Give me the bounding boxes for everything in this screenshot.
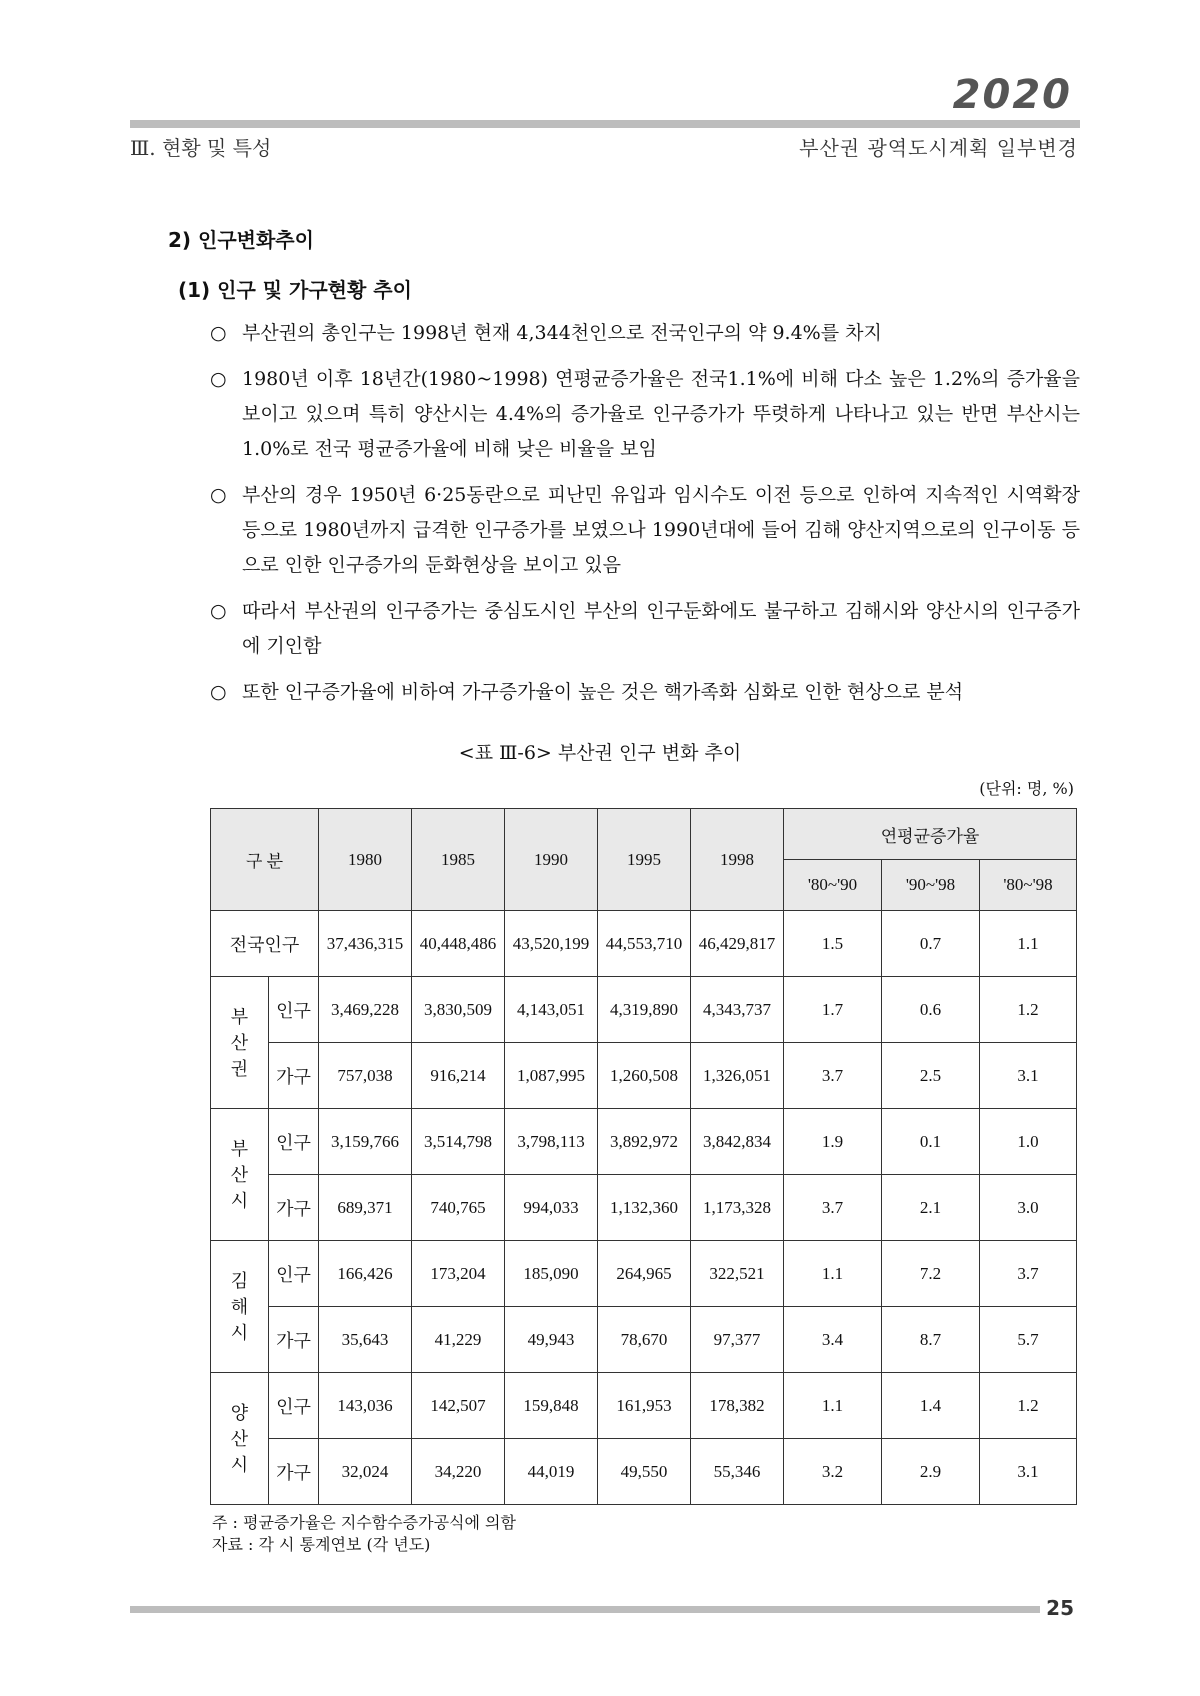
data-cell: 4,343,737 bbox=[691, 977, 784, 1043]
data-cell: 3.7 bbox=[980, 1241, 1077, 1307]
data-cell: 159,848 bbox=[505, 1373, 598, 1439]
table-row bbox=[211, 911, 1077, 977]
bullet-text: 또한 인구증가율에 비하여 가구증가율이 높은 것은 핵가족화 심화로 인한 현상으로 분석 bbox=[242, 681, 964, 703]
data-cell: 44,019 bbox=[505, 1439, 598, 1505]
table-row bbox=[211, 1175, 1077, 1241]
data-cell: 173,204 bbox=[412, 1241, 505, 1307]
data-cell: 7.2 bbox=[882, 1241, 980, 1307]
bullet-marker: ○ bbox=[210, 600, 227, 622]
bullet-text: 따라서 부산권의 인구증가는 중심도시인 부산의 인구둔화에도 불구하고 김해시와 양산시의 인구증가에 기인함 bbox=[242, 600, 1080, 657]
row-label: 가구 bbox=[269, 1307, 319, 1373]
row-label: 인구 bbox=[269, 1373, 319, 1439]
data-cell: 4,319,890 bbox=[598, 977, 691, 1043]
data-cell: 1.1 bbox=[980, 911, 1077, 977]
bullet-item bbox=[210, 316, 1080, 351]
data-cell: 3.7 bbox=[784, 1175, 882, 1241]
data-cell: 3,159,766 bbox=[319, 1109, 412, 1175]
data-cell: 1.1 bbox=[784, 1373, 882, 1439]
subsection-title: (1) 인구 및 가구현황 추이 bbox=[178, 278, 412, 302]
data-cell: 8.7 bbox=[882, 1307, 980, 1373]
row-label: 가구 bbox=[269, 1175, 319, 1241]
note-line: 자료 : 각 시 통계연보 (각 년도) bbox=[212, 1535, 431, 1554]
data-cell: 32,024 bbox=[319, 1439, 412, 1505]
data-cell: 2.9 bbox=[882, 1439, 980, 1505]
data-cell: 1.9 bbox=[784, 1109, 882, 1175]
table-row bbox=[211, 1439, 1077, 1505]
data-cell: 740,765 bbox=[412, 1175, 505, 1241]
data-cell: 1.0 bbox=[980, 1109, 1077, 1175]
table-row bbox=[211, 977, 1077, 1043]
data-cell: 0.6 bbox=[882, 977, 980, 1043]
header-rate-group: 연평균증가율 bbox=[784, 809, 1077, 860]
bullet-item bbox=[210, 594, 1080, 664]
table-row bbox=[211, 1043, 1077, 1109]
data-cell: 2.1 bbox=[882, 1175, 980, 1241]
data-cell: 178,382 bbox=[691, 1373, 784, 1439]
table-title: <표 Ⅲ-6> 부산권 인구 변화 추이 bbox=[458, 742, 742, 764]
data-cell: 994,033 bbox=[505, 1175, 598, 1241]
data-cell: 3.7 bbox=[784, 1043, 882, 1109]
table-row bbox=[211, 1109, 1077, 1175]
data-cell: 49,943 bbox=[505, 1307, 598, 1373]
table-row bbox=[211, 1373, 1077, 1439]
header-division: 구 분 bbox=[211, 809, 319, 911]
table-unit: (단위: 명, %) bbox=[979, 779, 1074, 798]
header-rate-period: '80~'90 bbox=[784, 860, 882, 911]
data-cell: 689,371 bbox=[319, 1175, 412, 1241]
data-cell: 34,220 bbox=[412, 1439, 505, 1505]
section-title: 2) 인구변화추이 bbox=[168, 228, 314, 252]
bullet-marker: ○ bbox=[210, 368, 227, 390]
chapter-title: Ⅲ. 현황 및 특성 bbox=[130, 136, 272, 160]
data-cell: 43,520,199 bbox=[505, 911, 598, 977]
data-cell: 3.0 bbox=[980, 1175, 1077, 1241]
data-cell: 0.1 bbox=[882, 1109, 980, 1175]
bullet-item bbox=[210, 675, 1080, 710]
header-rule bbox=[130, 120, 1080, 128]
header-year: 1980 bbox=[319, 809, 412, 911]
bullet-list bbox=[210, 316, 1080, 721]
data-cell: 44,553,710 bbox=[598, 911, 691, 977]
data-cell: 35,643 bbox=[319, 1307, 412, 1373]
bullet-marker: ○ bbox=[210, 322, 227, 344]
row-label: 가구 bbox=[269, 1439, 319, 1505]
bullet-marker: ○ bbox=[210, 681, 227, 703]
document-year: 2020 bbox=[952, 72, 1072, 118]
data-cell: 161,953 bbox=[598, 1373, 691, 1439]
page-number: 25 bbox=[1046, 1596, 1074, 1620]
footer-rule bbox=[130, 1606, 1040, 1613]
row-label: 인구 bbox=[269, 1241, 319, 1307]
data-cell: 2.5 bbox=[882, 1043, 980, 1109]
data-cell: 1.2 bbox=[980, 977, 1077, 1043]
data-cell: 1,087,995 bbox=[505, 1043, 598, 1109]
row-label: 인구 bbox=[269, 1109, 319, 1175]
group-label: 부 산 시 bbox=[211, 1109, 269, 1241]
header-year: 1990 bbox=[505, 809, 598, 911]
data-cell: 142,507 bbox=[412, 1373, 505, 1439]
bullet-text: 부산권의 총인구는 1998년 현재 4,344천인으로 전국인구의 약 9.4%를 차지 bbox=[242, 322, 882, 344]
data-cell: 37,436,315 bbox=[319, 911, 412, 977]
row-label: 인구 bbox=[269, 977, 319, 1043]
table-row bbox=[211, 1241, 1077, 1307]
data-cell: 55,346 bbox=[691, 1439, 784, 1505]
bullet-text: 1980년 이후 18년간(1980~1998) 연평균증가율은 전국1.1%에 비해 다소 높은 1.2%의 증가율을 보이고 있으며 특히 양산시는 4.4%의 증가율로 인구증가가 뚜렷하게 나타나고 있는 반면 부산시는 1.0%로 전국 평균증가율에 비해 낮은 비율을 보임 bbox=[242, 368, 1080, 460]
data-cell: 49,550 bbox=[598, 1439, 691, 1505]
bullet-item bbox=[210, 362, 1080, 467]
data-cell: 1,260,508 bbox=[598, 1043, 691, 1109]
bullet-item bbox=[210, 478, 1080, 583]
row-label: 가구 bbox=[269, 1043, 319, 1109]
data-cell: 0.7 bbox=[882, 911, 980, 977]
data-cell: 3,830,509 bbox=[412, 977, 505, 1043]
data-cell: 4,143,051 bbox=[505, 977, 598, 1043]
bullet-text: 부산의 경우 1950년 6·25동란으로 피난민 유입과 임시수도 이전 등으로 인하여 지속적인 시역확장 등으로 1980년까지 급격한 인구증가를 보였으나 1990년대에 들어 김해 양산지역으로의 인구이동 등으로 인한 인구증가의 둔화현상을 보이고 있음 bbox=[242, 484, 1080, 576]
data-cell: 264,965 bbox=[598, 1241, 691, 1307]
data-cell: 143,036 bbox=[319, 1373, 412, 1439]
note-line: 주 : 평균증가율은 지수함수증가공식에 의함 bbox=[212, 1513, 516, 1532]
header-year: 1995 bbox=[598, 809, 691, 911]
data-cell: 40,448,486 bbox=[412, 911, 505, 977]
data-cell: 3,514,798 bbox=[412, 1109, 505, 1175]
document-title: 부산권 광역도시계획 일부변경 bbox=[799, 136, 1078, 160]
data-cell: 3.2 bbox=[784, 1439, 882, 1505]
data-cell: 3.1 bbox=[980, 1439, 1077, 1505]
data-cell: 78,670 bbox=[598, 1307, 691, 1373]
row-label: 전국인구 bbox=[211, 911, 319, 977]
header-rate-period: '90~'98 bbox=[882, 860, 980, 911]
data-cell: 3,892,972 bbox=[598, 1109, 691, 1175]
data-cell: 41,229 bbox=[412, 1307, 505, 1373]
data-cell: 322,521 bbox=[691, 1241, 784, 1307]
data-cell: 46,429,817 bbox=[691, 911, 784, 977]
data-cell: 3.1 bbox=[980, 1043, 1077, 1109]
data-cell: 757,038 bbox=[319, 1043, 412, 1109]
table-notes bbox=[212, 1512, 516, 1556]
group-label: 김 해 시 bbox=[211, 1241, 269, 1373]
data-cell: 166,426 bbox=[319, 1241, 412, 1307]
bullet-marker: ○ bbox=[210, 484, 227, 506]
data-cell: 3.4 bbox=[784, 1307, 882, 1373]
data-cell: 1.7 bbox=[784, 977, 882, 1043]
population-table bbox=[210, 808, 1077, 1505]
data-cell: 1.1 bbox=[784, 1241, 882, 1307]
data-cell: 1,132,360 bbox=[598, 1175, 691, 1241]
data-cell: 1.4 bbox=[882, 1373, 980, 1439]
header-year: 1998 bbox=[691, 809, 784, 911]
data-cell: 1.5 bbox=[784, 911, 882, 977]
group-label: 부 산 권 bbox=[211, 977, 269, 1109]
data-cell: 185,090 bbox=[505, 1241, 598, 1307]
header-rate-period: '80~'98 bbox=[980, 860, 1077, 911]
data-cell: 3,798,113 bbox=[505, 1109, 598, 1175]
table-row bbox=[211, 1307, 1077, 1373]
data-cell: 97,377 bbox=[691, 1307, 784, 1373]
data-cell: 1,326,051 bbox=[691, 1043, 784, 1109]
data-cell: 5.7 bbox=[980, 1307, 1077, 1373]
data-cell: 3,842,834 bbox=[691, 1109, 784, 1175]
data-cell: 916,214 bbox=[412, 1043, 505, 1109]
data-cell: 1,173,328 bbox=[691, 1175, 784, 1241]
group-label: 양 산 시 bbox=[211, 1373, 269, 1505]
data-cell: 1.2 bbox=[980, 1373, 1077, 1439]
header-year: 1985 bbox=[412, 809, 505, 911]
data-cell: 3,469,228 bbox=[319, 977, 412, 1043]
